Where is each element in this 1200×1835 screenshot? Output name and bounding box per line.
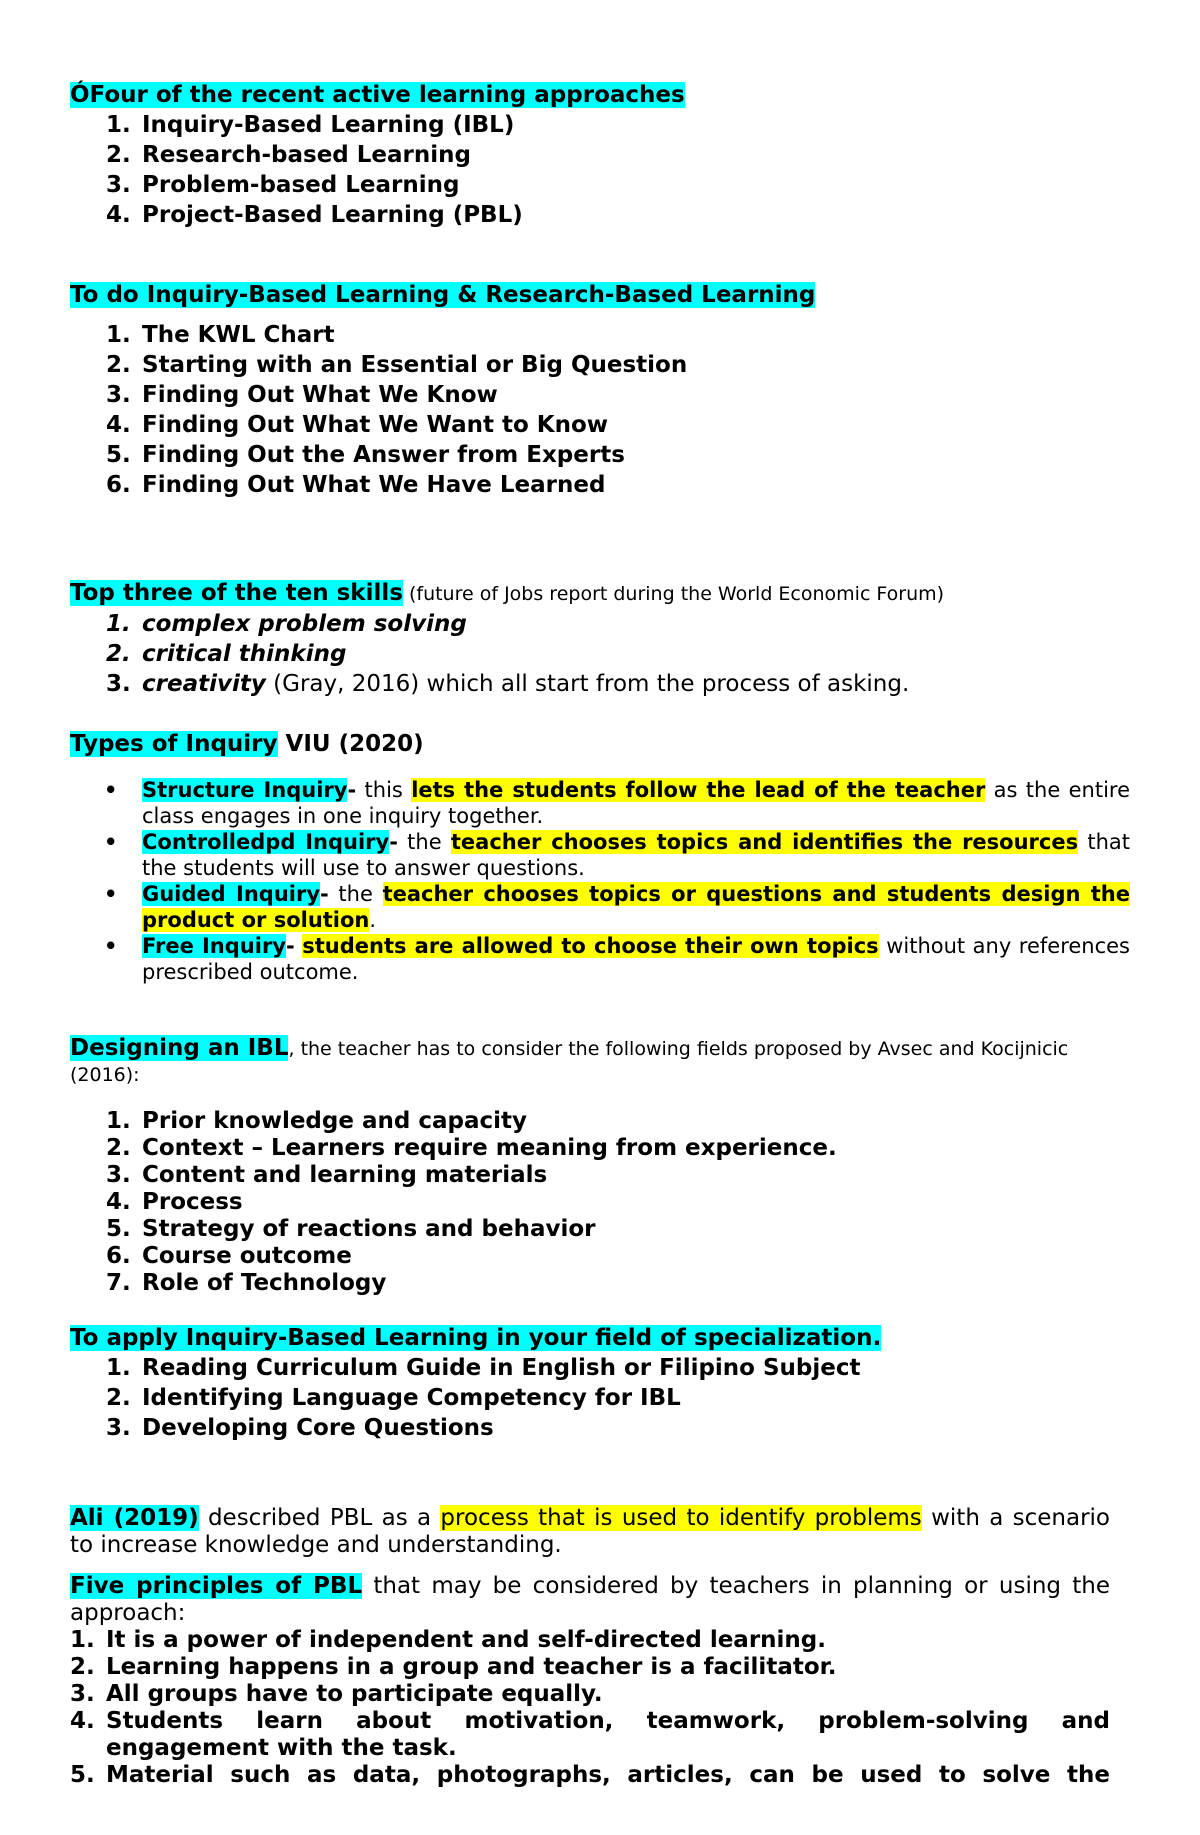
list-item: 1. It is a power of independent and self-directed learning. <box>70 1627 826 1653</box>
list-item: 6. Course outcome <box>106 1243 352 1269</box>
section-heading-designing <box>70 1035 1130 1088</box>
list-item: 3. Problem-based Learning <box>106 172 460 198</box>
heading-text: Types of Inquiry <box>70 731 278 757</box>
apply-list <box>70 1353 1130 1443</box>
list-item: 1. Inquiry-Based Learning (IBL) <box>106 112 515 138</box>
pbl-principles-intro: Five principles of PBL that may be considered by teachers in planning or using the approach: <box>70 1573 1111 1626</box>
list-item: 4. Process <box>106 1189 243 1215</box>
inquiry-steps-list <box>70 320 1130 500</box>
list-item: • Guided Inquiry- the teacher chooses topics or questions and students design the product or solution. <box>104 882 1130 932</box>
list-item: 5. Finding Out the Answer from Experts <box>106 442 625 468</box>
list-item: 3. creativity (Gray, 2016) which all start from the process of asking. <box>106 671 910 697</box>
list-item: • Free Inquiry- students are allowed to choose their own topics without any references prescribed outcome. <box>104 934 1131 984</box>
skills-tail: (Gray, 2016) which all start from the process of asking. <box>265 671 910 697</box>
approaches-list <box>70 110 1130 230</box>
list-item: 4. Students learn about motivation, teamwork, problem-solving and engagement with the task. <box>70 1708 1110 1761</box>
list-item: 1. The KWL Chart <box>106 322 335 348</box>
heading-text: Top three of the ten skills <box>70 580 403 606</box>
skills-list <box>70 609 1130 699</box>
list-item: • Controlledpd Inquiry- the teacher chooses topics and identifies the resources that the students will use to answer questions. <box>104 830 1130 880</box>
heading-text: To do Inquiry-Based Learning & Research-Based Learning <box>70 282 816 308</box>
list-item: 1. complex problem solving <box>106 611 467 637</box>
list-item: 6. Finding Out What We Have Learned <box>106 472 606 498</box>
highlight: process that is used to identify problems <box>440 1505 922 1531</box>
pbl-principles-list <box>70 1627 1110 1789</box>
section-heading-inquiry <box>70 280 1130 310</box>
list-item: 3. All groups have to participate equally. <box>70 1681 603 1707</box>
highlight: teacher chooses topics or questions and students design the product or solution <box>142 882 1130 932</box>
highlight: lets the students follow the lead of the teacher <box>411 778 986 802</box>
list-item: 2. Context – Learners require meaning from experience. <box>106 1135 837 1161</box>
highlight: students are allowed to choose their own topics <box>302 934 879 958</box>
list-item: 1. Reading Curriculum Guide in English or Filipino Subject <box>106 1355 861 1381</box>
list-item: 3. Finding Out What We Know <box>106 382 498 408</box>
list-item: 5. Material such as data, photographs, articles, can be used to solve the <box>70 1762 1110 1788</box>
citation: VIU (2020) <box>277 731 424 757</box>
list-item: 2. Learning happens in a group and teacher is a facilitator. <box>70 1654 837 1680</box>
list-item: 4. Project-Based Learning (PBL) <box>106 202 523 228</box>
heading-text: ÓFour of the recent active learning approaches <box>70 82 685 108</box>
section-heading-inquiry-types <box>70 729 1130 759</box>
document-page <box>70 80 1130 1789</box>
list-item: • Structure Inquiry- this lets the students follow the lead of the teacher as the entire class engages in one inquiry together. <box>104 778 1130 828</box>
list-item: 4. Finding Out What We Want to Know <box>106 412 609 438</box>
list-item: 3. Content and learning materials <box>106 1162 548 1188</box>
list-item: 2. Research-based Learning <box>106 142 471 168</box>
heading-text: To apply Inquiry-Based Learning in your field of specialization. <box>70 1325 882 1351</box>
list-item: 2. Identifying Language Competency for IBL <box>106 1385 681 1411</box>
list-item: 1. Prior knowledge and capacity <box>106 1108 527 1134</box>
list-item: 2. critical thinking <box>106 641 347 667</box>
heading-text: Ali (2019) <box>70 1505 199 1531</box>
section-heading-apply <box>70 1323 1130 1353</box>
list-item: 5. Strategy of reactions and behavior <box>106 1216 596 1242</box>
heading-text: Designing an IBL <box>70 1035 289 1061</box>
list-item: 2. Starting with an Essential or Big Question <box>106 352 688 378</box>
designing-text: , the teacher has to consider the following fields proposed by Avsec and Kocijnicic (2016): <box>70 1038 1069 1086</box>
highlight: teacher chooses topics and identifies the resources <box>450 830 1079 854</box>
heading-text: Five principles of PBL <box>70 1573 363 1599</box>
list-item: 7. Role of Technology <box>106 1270 387 1296</box>
pbl-definition: Ali (2019) described PBL as a process that is used to identify problems with a scenario to increase knowledge and understanding. <box>70 1505 1110 1558</box>
list-item: 3. Developing Core Questions <box>106 1415 494 1441</box>
design-fields-list <box>70 1108 1130 1297</box>
section-heading-approaches <box>70 80 1130 110</box>
inquiry-types-list <box>70 777 1130 985</box>
skills-note: (future of Jobs report during the World Economic Forum) <box>402 583 945 605</box>
section-heading-skills <box>70 578 1130 609</box>
